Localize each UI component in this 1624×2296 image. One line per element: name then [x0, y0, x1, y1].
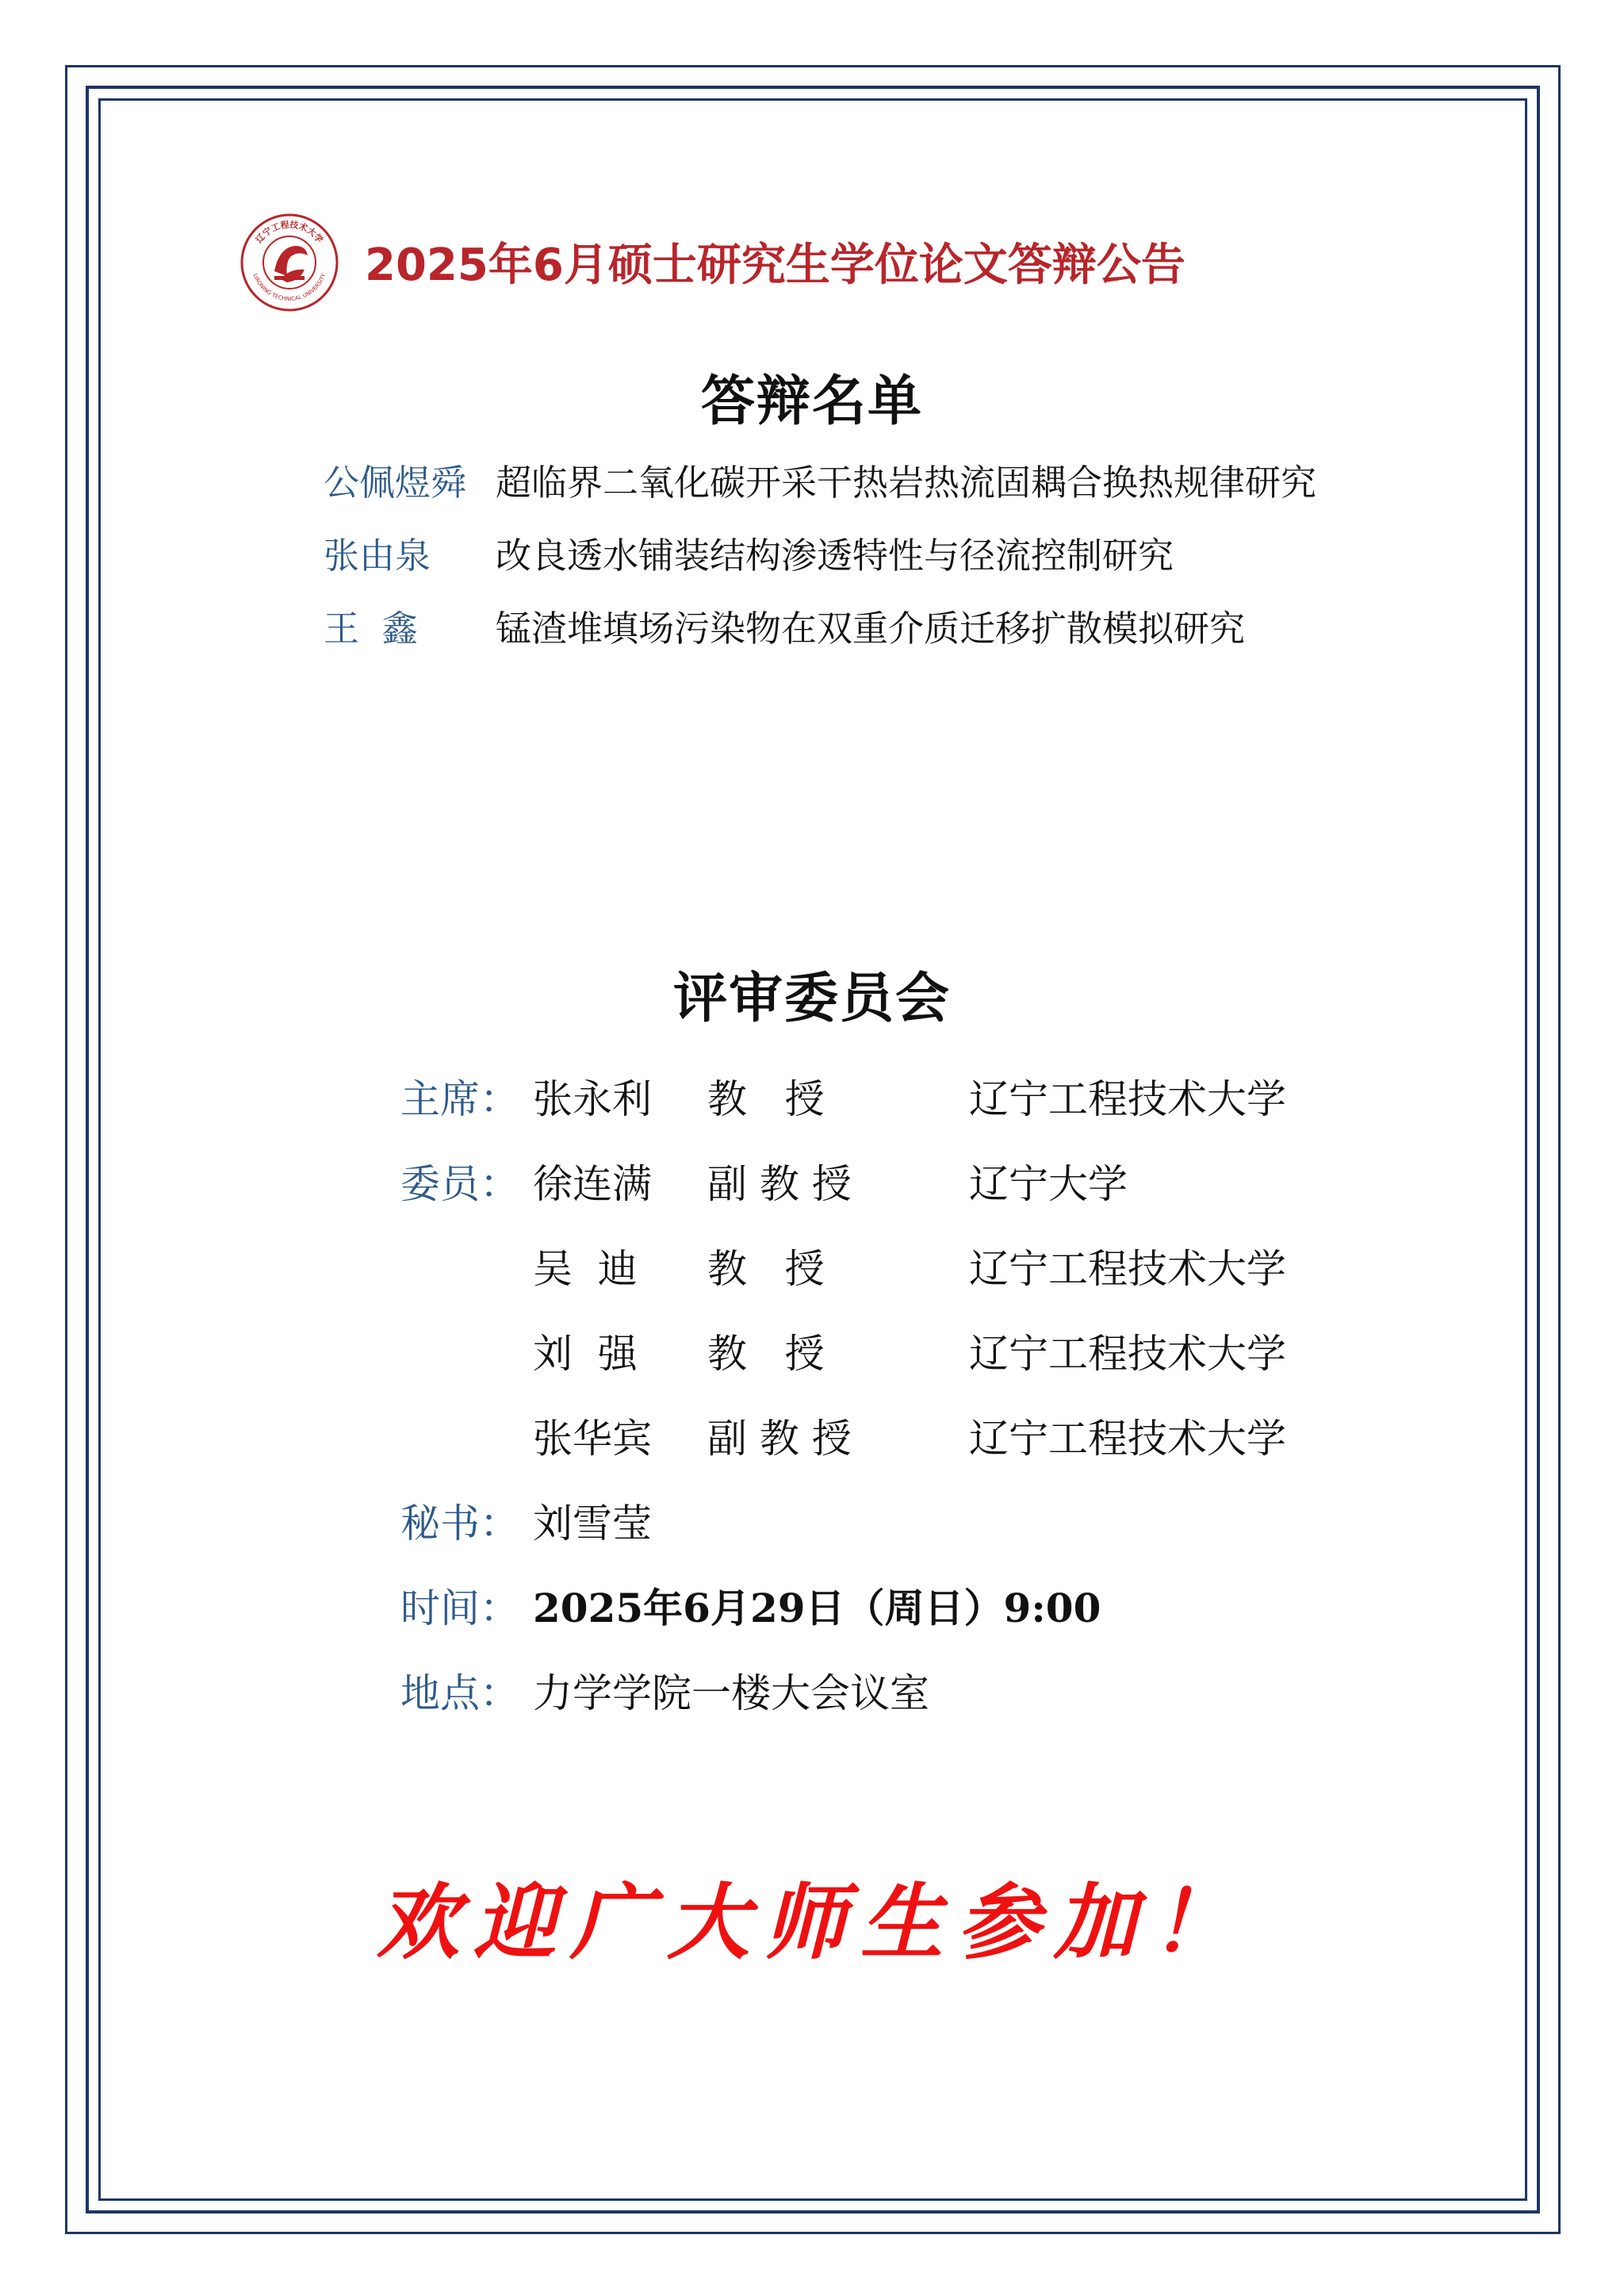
committee-member-row: [0, 1407, 1624, 1462]
member-name: 刘 强: [533, 1331, 638, 1377]
committee-member-row: [0, 1237, 1624, 1293]
thesis-topic: 超临界二氧化碳开采干热岩热流固耦合换热规律研究: [496, 462, 1317, 504]
member-name: 徐连满: [533, 1161, 652, 1207]
member-title: 教 授: [707, 1246, 825, 1292]
student-name: 张由泉: [324, 535, 431, 577]
member-title: 副 教 授: [707, 1161, 852, 1207]
defense-time: 2025年6月29日（周日）9:00: [533, 1585, 1101, 1631]
logo-text-top: 辽宁工程技术大学: [253, 219, 326, 245]
welcome-message: 欢迎广大师生参加！: [376, 1873, 1247, 1971]
member-organization: 辽宁工程技术大学: [969, 1331, 1286, 1377]
committee-member-row: [0, 1152, 1624, 1208]
member-name: 张华宾: [533, 1416, 652, 1462]
chair-title: 教 授: [707, 1076, 825, 1122]
chair-organization: 辽宁工程技术大学: [969, 1076, 1286, 1122]
time-label: 时间：: [400, 1585, 519, 1631]
defense-list-heading: 答辩名单: [700, 370, 923, 433]
member-label: 委员：: [400, 1161, 519, 1207]
student-name: 王 鑫: [324, 608, 418, 650]
member-title: 副 教 授: [707, 1416, 852, 1462]
committee-heading: 评审委员会: [672, 968, 951, 1030]
defense-place: 力学学院一楼大会议室: [533, 1670, 929, 1716]
member-organization: 辽宁大学: [969, 1161, 1128, 1207]
member-name: 吴 迪: [533, 1246, 638, 1292]
time-row: [0, 1577, 1624, 1632]
student-name: 公佩煜舜: [324, 462, 467, 504]
logo-text-bottom: LIAONING TECHNICAL UNIVERSITY: [251, 272, 327, 303]
chair-label: 主席：: [400, 1076, 519, 1122]
secretary-name: 刘雪莹: [533, 1501, 652, 1547]
place-row: [0, 1662, 1624, 1717]
member-organization: 辽宁工程技术大学: [969, 1416, 1286, 1462]
member-organization: 辽宁工程技术大学: [969, 1246, 1286, 1292]
place-label: 地点：: [400, 1670, 519, 1716]
secretary-row: [0, 1492, 1624, 1547]
secretary-label: 秘书：: [400, 1501, 519, 1547]
page-title: 2025年6月硕士研究生学位论文答辩公告: [365, 240, 1185, 291]
committee-member-row: [0, 1322, 1624, 1378]
member-title: 教 授: [707, 1331, 825, 1377]
chair-name: 张永利: [533, 1076, 652, 1122]
thesis-topic: 改良透水铺装结构渗透特性与径流控制研究: [496, 535, 1174, 577]
university-logo: [239, 213, 339, 312]
committee-chair-row: [0, 1068, 1624, 1123]
thesis-topic: 锰渣堆填场污染物在双重介质迁移扩散模拟研究: [496, 608, 1246, 650]
